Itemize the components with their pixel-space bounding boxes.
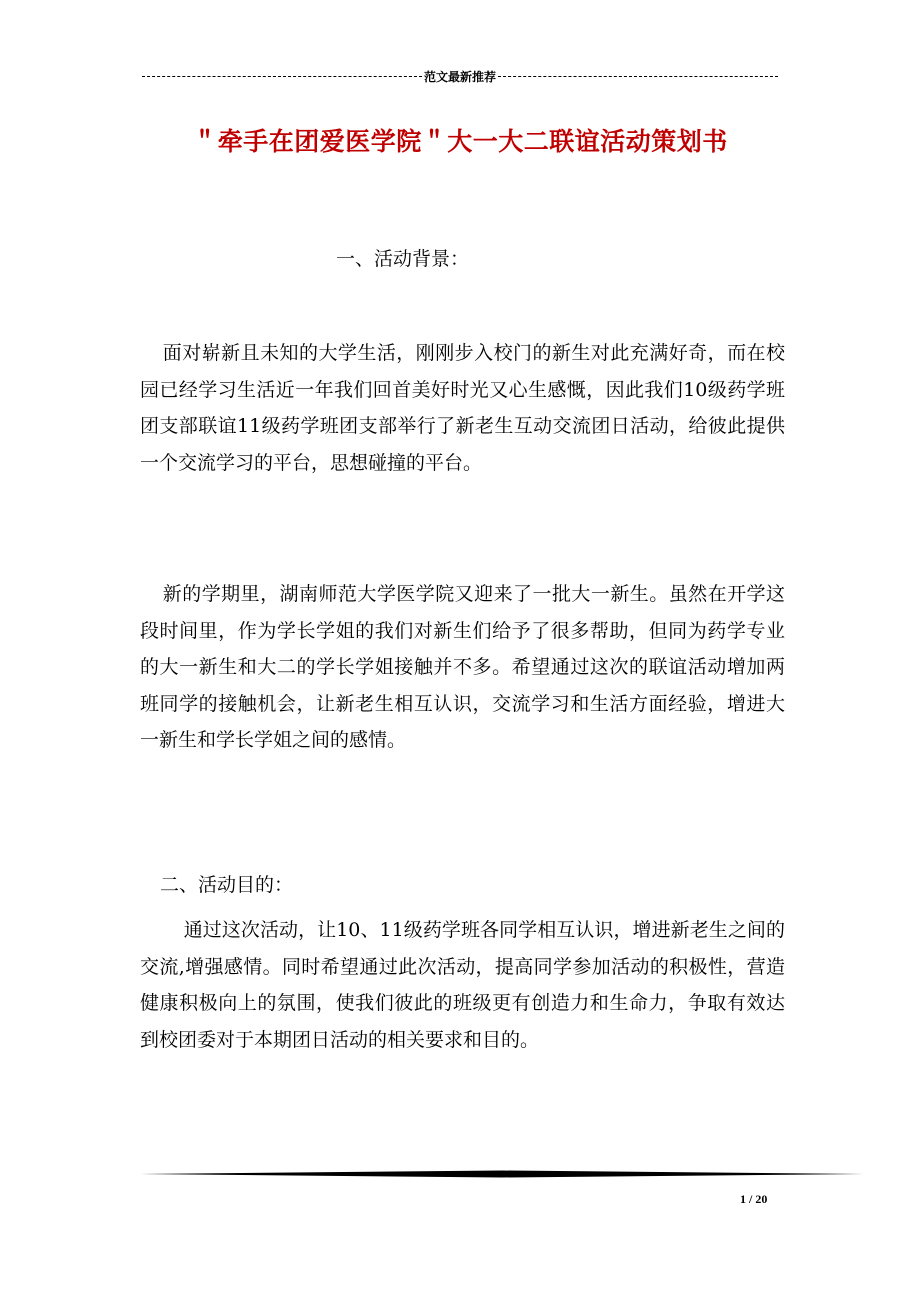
paragraph-purpose: 通过这次活动，让10、11级药学班各同学相互认识，增进新老生之间的交流,增强感情。同时希望通过此次活动，提高同学参加活动的积极性，营造健康积极向上的氛围，使我们彼此的班级更有创造力和生命力，争取有效达到校团委对于本期团日活动的相关要求和目的。: [140, 919, 785, 1051]
section-heading-purpose: 二、活动目的：: [160, 874, 294, 896]
footer-rule: [140, 1170, 864, 1178]
page-number: 1 / 20: [740, 1192, 768, 1206]
header-dash-right: [498, 76, 778, 77]
document-title: ＂牵手在团爱医学院＂大一大二联谊活动策划书: [192, 127, 728, 156]
page-header: [140, 66, 780, 86]
section-heading-background: 一、活动背景：: [336, 248, 470, 270]
paragraph-background-2: 新的学期里，湖南师范大学医学院又迎来了一批大一新生。虽然在开学这段时间里，作为学长学姐的我们对新生们给予了很多帮助，但同为药学专业的大一新生和大二的学长学姐接触并不多。希望通过这次的联谊活动增加两班同学的接触机会，让新老生相互认识，交流学习和生活方面经验，增进大一新生和学长学姐之间的感情。: [140, 583, 785, 751]
paragraph-background-1: 面对崭新且未知的大学生活，刚刚步入校门的新生对此充满好奇，而在校园已经学习生活近一年我们回首美好时光又心生感慨，因此我们10级药学班团支部联谊11级药学班团支部举行了新老生互动交流团日活动，给彼此提供一个交流学习的平台，思想碰撞的平台。: [140, 342, 785, 474]
header-dash-left: [142, 76, 422, 77]
header-label: 范文最新推荐: [424, 69, 497, 84]
